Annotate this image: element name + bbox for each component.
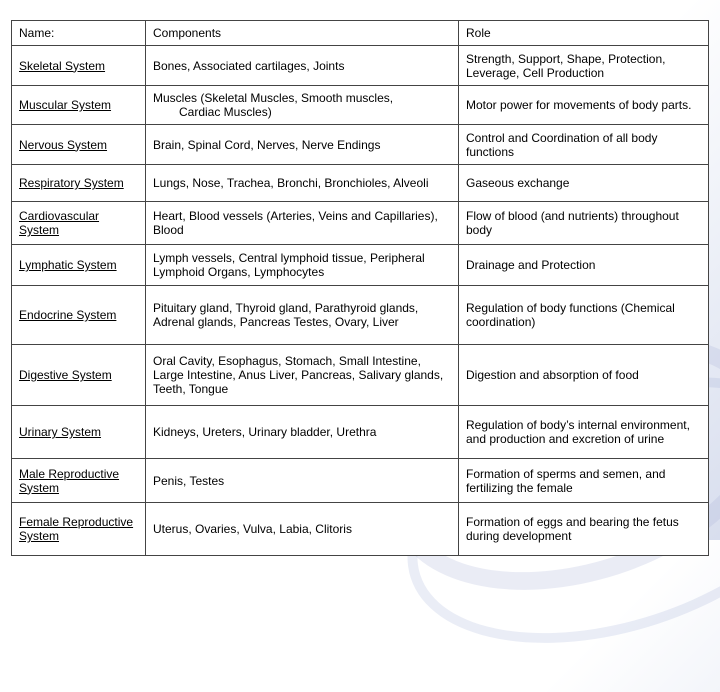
system-name: Lymphatic System — [12, 245, 146, 286]
system-role: Regulation of body functions (Chemical coordination) — [459, 286, 709, 345]
table-row — [12, 503, 709, 556]
system-components: Lymph vessels, Central lymphoid tissue, Peripheral Lymphoid Organs, Lymphocytes — [146, 245, 459, 286]
system-name: Urinary System — [12, 406, 146, 459]
table-row — [12, 459, 709, 503]
system-components: Uterus, Ovaries, Vulva, Labia, Clitoris — [146, 503, 459, 556]
table-row — [12, 46, 709, 86]
system-components: Penis, Testes — [146, 459, 459, 503]
system-name: Male Reproductive System — [12, 459, 146, 503]
table-row — [12, 165, 709, 202]
table-row — [12, 286, 709, 345]
system-role: Flow of blood (and nutrients) throughout body — [459, 202, 709, 245]
system-components: Lungs, Nose, Trachea, Bronchi, Bronchioles, Alveoli — [146, 165, 459, 202]
system-role: Regulation of body’s internal environment, and production and excretion of urine — [459, 406, 709, 459]
table-row — [12, 86, 709, 125]
header-components: Components — [146, 21, 459, 46]
system-role: Gaseous exchange — [459, 165, 709, 202]
system-components: Heart, Blood vessels (Arteries, Veins and Capillaries), Blood — [146, 202, 459, 245]
table-row — [12, 345, 709, 406]
system-components: Bones, Associated cartilages, Joints — [146, 46, 459, 86]
system-components — [146, 86, 459, 125]
table-row — [12, 245, 709, 286]
system-name: Endocrine System — [12, 286, 146, 345]
body-systems-table — [11, 20, 709, 556]
system-name: Female Reproductive System — [12, 503, 146, 556]
system-components: Kidneys, Ureters, Urinary bladder, Urethra — [146, 406, 459, 459]
table-row — [12, 202, 709, 245]
system-name: Nervous System — [12, 125, 146, 165]
header-name: Name: — [12, 21, 146, 46]
system-components: Pituitary gland, Thyroid gland, Parathyroid glands, Adrenal glands, Pancreas Testes, Ovary, Liver — [146, 286, 459, 345]
system-name: Skeletal System — [12, 46, 146, 86]
components-line-2: Cardiac Muscles) — [179, 105, 272, 119]
system-components: Brain, Spinal Cord, Nerves, Nerve Endings — [146, 125, 459, 165]
system-role: Formation of sperms and semen, and fertilizing the female — [459, 459, 709, 503]
system-role: Digestion and absorption of food — [459, 345, 709, 406]
system-name: Respiratory System — [12, 165, 146, 202]
system-role: Control and Coordination of all body functions — [459, 125, 709, 165]
header-role: Role — [459, 21, 709, 46]
system-name: Cardiovascular System — [12, 202, 146, 245]
table-row — [12, 406, 709, 459]
system-role: Formation of eggs and bearing the fetus during development — [459, 503, 709, 556]
system-name: Muscular System — [12, 86, 146, 125]
system-role: Drainage and Protection — [459, 245, 709, 286]
system-components: Oral Cavity, Esophagus, Stomach, Small Intestine, Large Intestine, Anus Liver, Pancreas, Salivary glands, Teeth, Tongue — [146, 345, 459, 406]
table-header-row — [12, 21, 709, 46]
system-name: Digestive System — [12, 345, 146, 406]
components-line-1: Muscles (Skeletal Muscles, Smooth muscles, — [153, 91, 394, 105]
system-role: Strength, Support, Shape, Protection, Leverage, Cell Production — [459, 46, 709, 86]
table-row — [12, 125, 709, 165]
system-role: Motor power for movements of body parts. — [459, 86, 709, 125]
